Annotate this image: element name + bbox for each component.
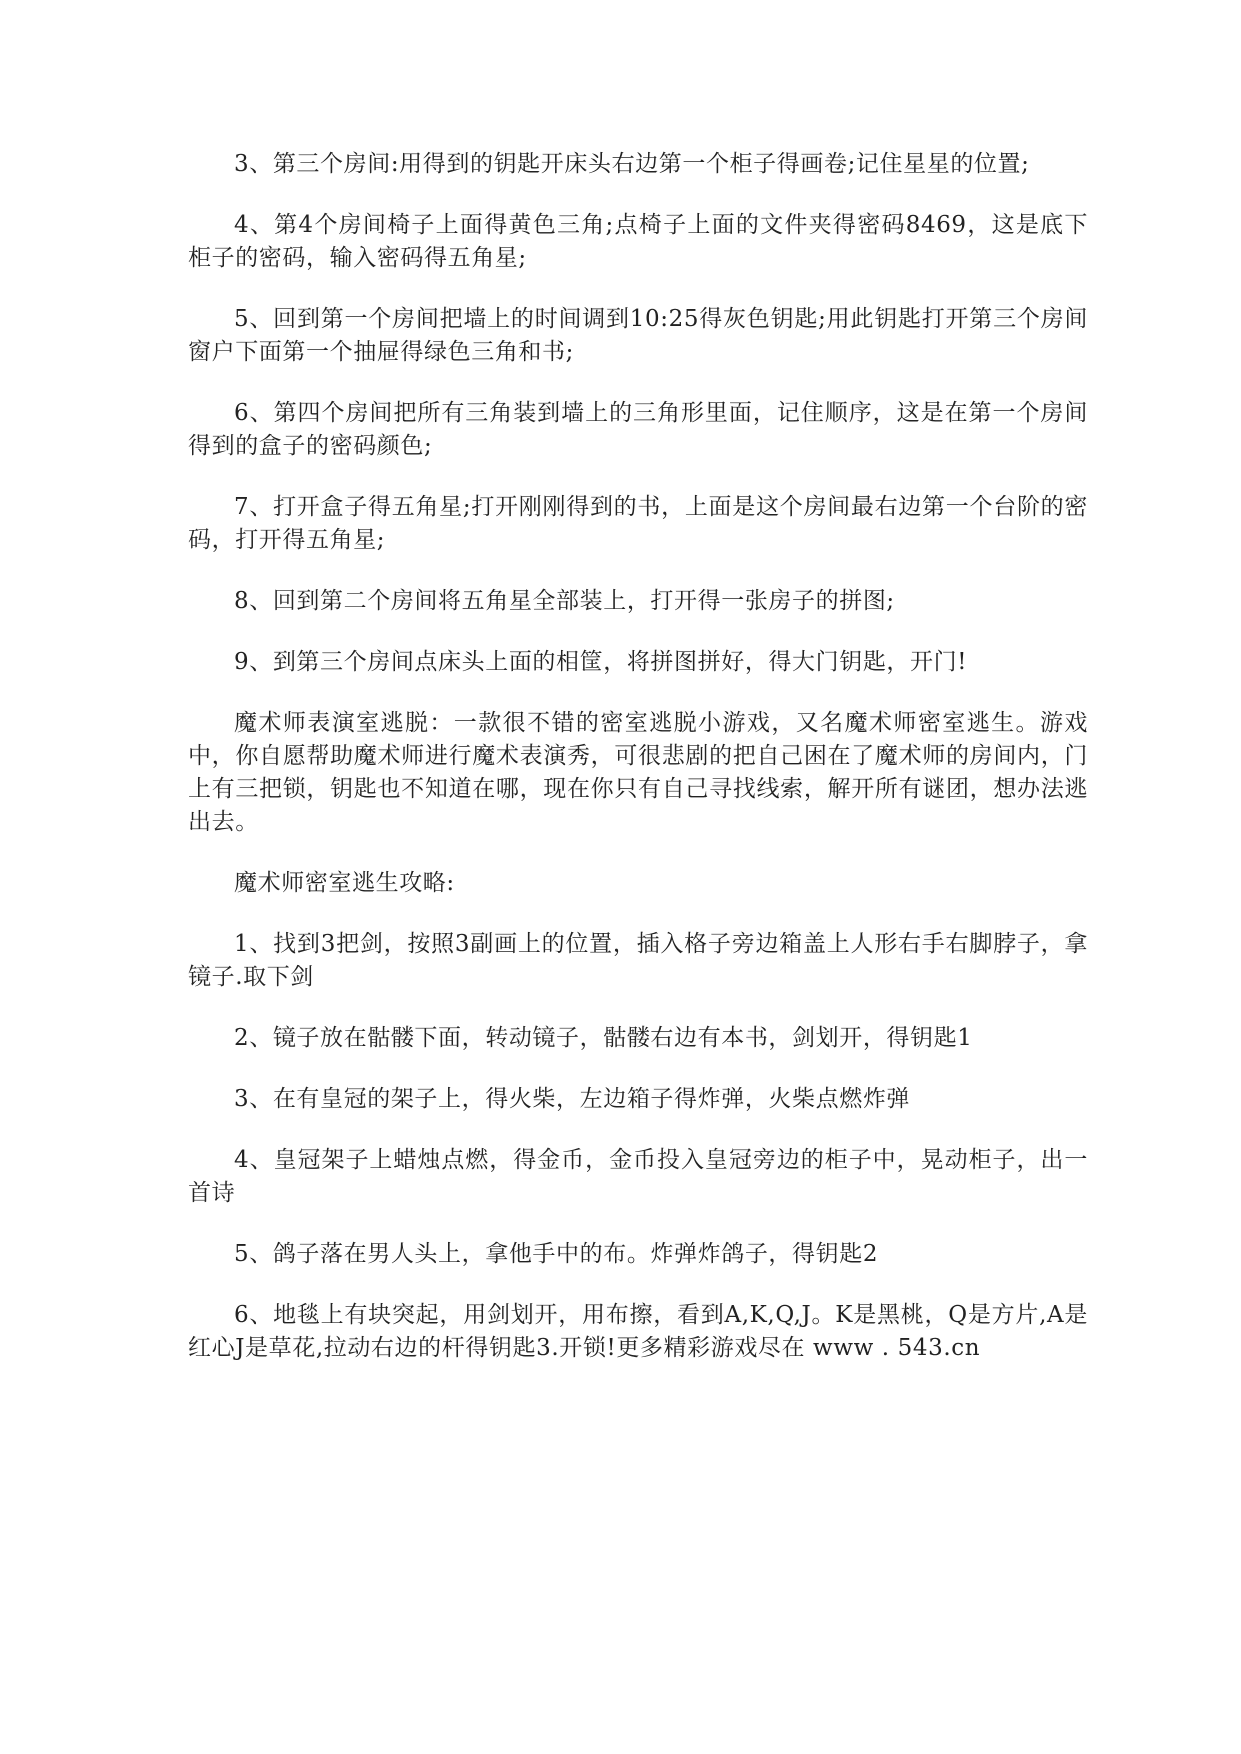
paragraph-step-3: 3、第三个房间:用得到的钥匙开床头右边第一个柜子得画卷;记住星星的位置; [234,151,1030,177]
paragraph-step-8: 8、回到第二个房间将五角星全部装上，打开得一张房子的拼图; [234,588,895,614]
paragraph-guide-step-3: 3、在有皇冠的架子上，得火柴，左边箱子得炸弹，火柴点燃炸弹 [234,1086,911,1112]
paragraph-guide-step-1: 1、找到3把剑，按照3副画上的位置，插入格子旁边箱盖上人形右手右脚脖子，拿镜子.取下剑 [188,931,1088,990]
paragraph-step-7: 7、打开盒子得五角星;打开刚刚得到的书，上面是这个房间最右边第一个台阶的密码，打开得五角星; [188,494,1088,553]
paragraph-step-9: 9、到第三个房间点床头上面的相筐，将拼图拼好，得大门钥匙，开门! [234,649,968,675]
paragraph-step-5: 5、回到第一个房间把墙上的时间调到10:25得灰色钥匙;用此钥匙打开第三个房间窗户下面第一个抽屉得绿色三角和书; [188,306,1088,365]
paragraph-guide-step-6: 6、地毯上有块突起，用剑划开，用布擦，看到A,K,Q,J。K是黑桃，Q是方片,A是红心J是草花,拉动右边的杆得钥匙3.开锁!更多精彩游戏尽在 www . 543.cn [188,1302,1088,1361]
document-body [188,148,1088,1393]
paragraph-guide-step-4: 4、皇冠架子上蜡烛点燃，得金币，金币投入皇冠旁边的柜子中，晃动柜子，出一首诗 [188,1147,1088,1206]
paragraph-guide-step-5: 5、鸽子落在男人头上，拿他手中的布。炸弹炸鸽子，得钥匙2 [234,1241,879,1267]
paragraph-step-6: 6、第四个房间把所有三角装到墙上的三角形里面，记住顺序，这是在第一个房间得到的盒子的密码颜色; [188,400,1088,459]
paragraph-guide-heading: 魔术师密室逃生攻略: [234,870,455,896]
paragraph-guide-step-2: 2、镜子放在骷髅下面，转动镜子，骷髅右边有本书，剑划开，得钥匙1 [234,1025,973,1051]
paragraph-game-intro: 魔术师表演室逃脱：一款很不错的密室逃脱小游戏，又名魔术师密室逃生。游戏中，你自愿帮助魔术师进行魔术表演秀，可很悲剧的把自己困在了魔术师的房间内，门上有三把锁，钥匙也不知道在哪，现在你只有自己寻找线索，解开所有谜团，想办法逃出去。 [188,710,1088,835]
paragraph-step-4: 4、第4个房间椅子上面得黄色三角;点椅子上面的文件夹得密码8469，这是底下柜子的密码，输入密码得五角星; [188,212,1088,271]
